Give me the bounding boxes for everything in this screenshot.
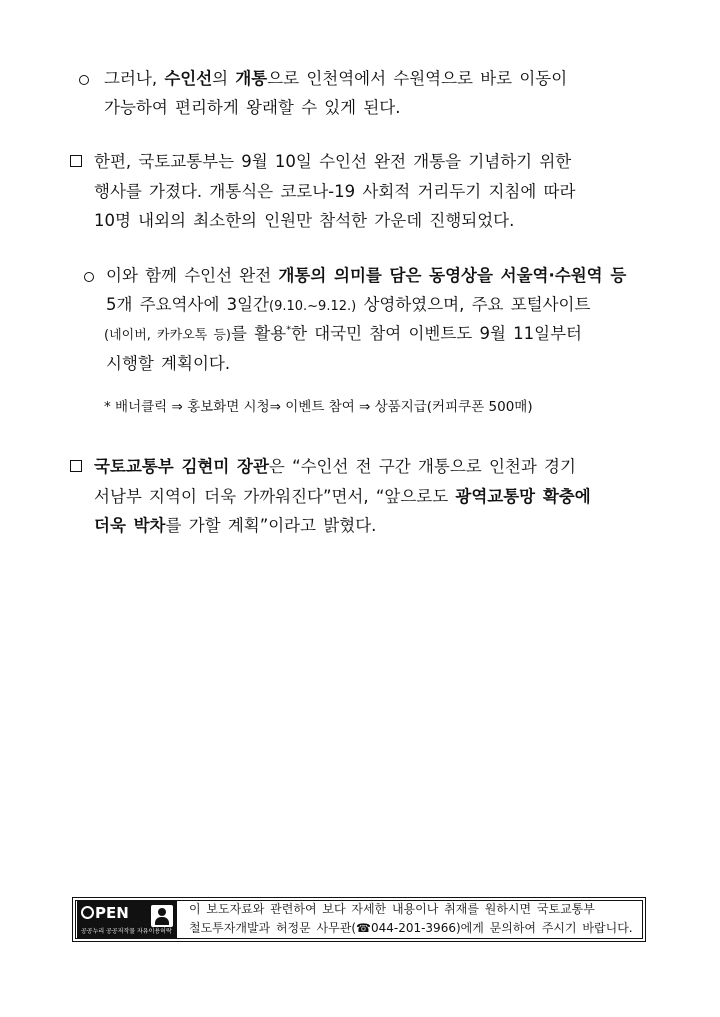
- square-bullet-icon: [70, 460, 82, 472]
- contact-footer-box: [72, 897, 646, 942]
- square-bullet-icon: [70, 155, 82, 167]
- para2-line2: 행사를 가졌다. 개통식은 코로나-19 사회적 거리두기 지침에 따라: [94, 182, 576, 201]
- footer-contact-line2: 철도투자개발과 허정문 사무관(☎044-201-3966)에게 문의하여 주시기 바랍니다.: [189, 921, 633, 935]
- para2-line1: 한편, 국토교통부는 9월 10일 수인선 완전 개통을 기념하기 위한: [94, 152, 572, 171]
- para4-line2: 서남부 지역이 더욱 가까워진다”면서, “앞으로도 광역교통망 확충에: [94, 487, 591, 506]
- para4-line3: 더욱 박차를 가할 계획”이라고 밝혔다.: [94, 516, 377, 535]
- open-badge-caption: 공공누리 공공저작물 자유이용허락: [81, 928, 172, 935]
- circle-bullet-icon: [84, 272, 94, 282]
- open-logo: PEN: [81, 904, 129, 922]
- para4-line1: 국토교통부 김현미 장관은 “수인선 전 구간 개통으로 인천과 경기: [94, 457, 576, 476]
- open-o-icon: [81, 906, 94, 919]
- para3-line4: 시행할 계획이다.: [106, 354, 231, 373]
- para1-line1: 그러나, 수인선의 개통으로 인천역에서 수원역으로 바로 이동이: [104, 69, 568, 88]
- para3-line3: (네이버, 카카오톡 등)를 활용*한 대국민 참여 이벤트도 9월 11일부터: [104, 324, 582, 343]
- open-license-badge: [77, 901, 177, 938]
- para3-line1: 이와 함께 수인선 완전 개통의 의미를 담은 동영상을 서울역·수원역 등: [106, 266, 627, 285]
- footer-contact-line1: 이 보도자료와 관련하여 보다 자세한 내용이나 취재를 원하시면 국토교통부: [189, 902, 595, 916]
- circle-bullet-icon: [79, 75, 89, 85]
- para3-line2: 5개 주요역사에 3일간(9.10.~9.12.) 상영하였으며, 주요 포털사이트: [106, 295, 591, 314]
- attribution-person-icon: [151, 905, 173, 927]
- para3-footnote: * 배너클릭 ⇒ 홍보화면 시청⇒ 이벤트 참여 ⇒ 상품지급(커피쿠폰 500매): [104, 399, 533, 415]
- para2-line3: 10명 내외의 최소한의 인원만 참석한 가운데 진행되었다.: [94, 211, 515, 230]
- para1-line2: 가능하여 편리하게 왕래할 수 있게 된다.: [104, 98, 401, 117]
